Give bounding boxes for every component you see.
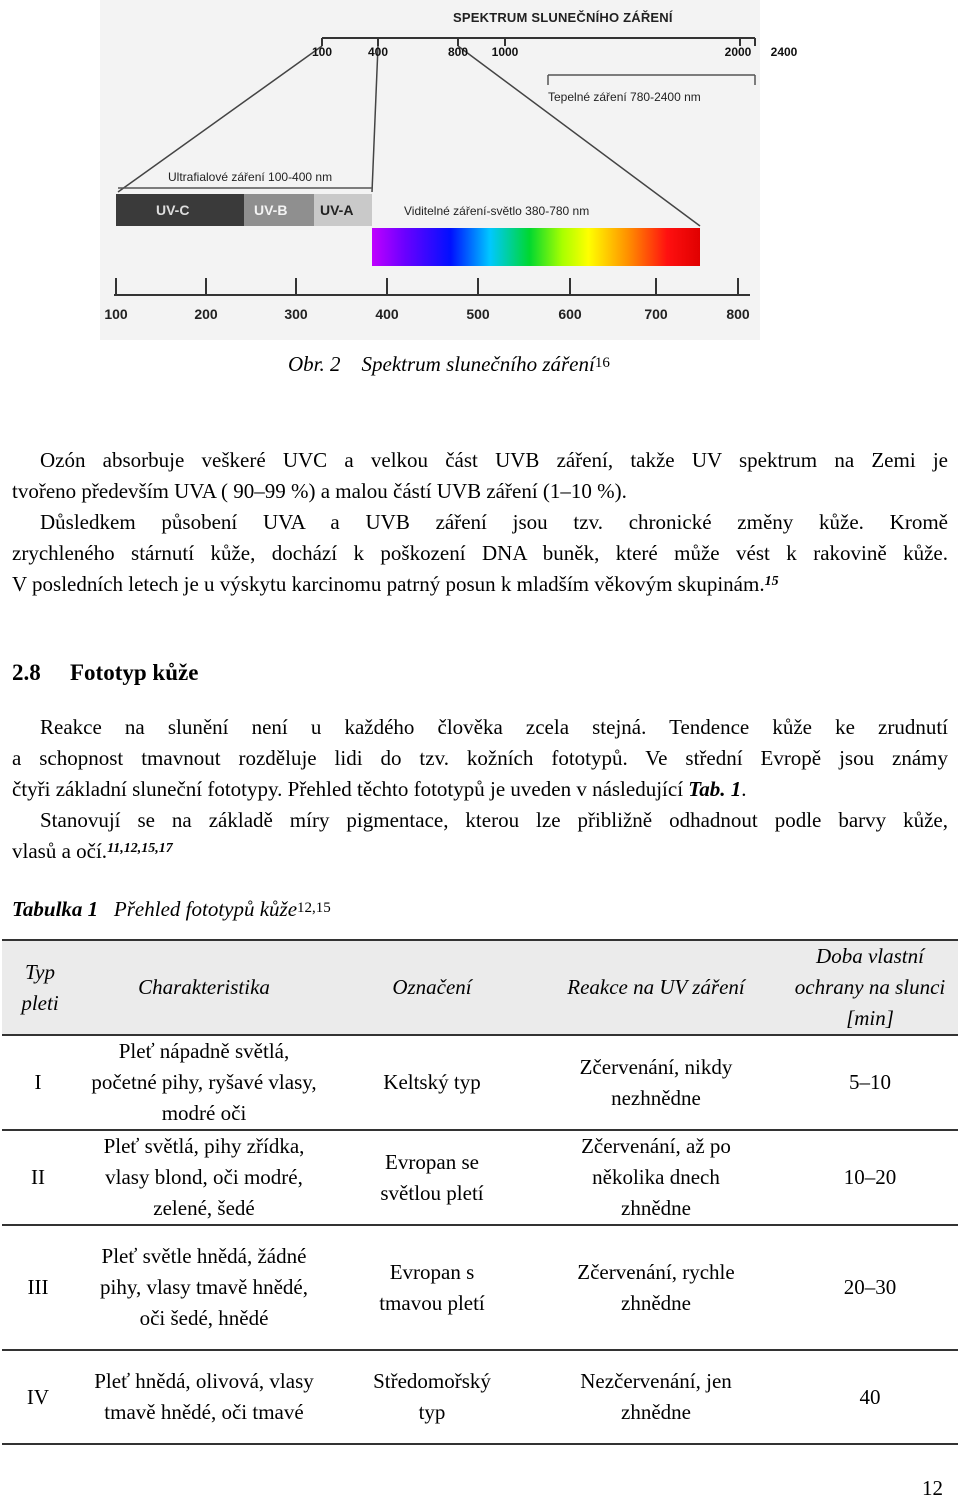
citation-ref: 15: [764, 574, 779, 589]
bottom-tick-label: 400: [375, 306, 399, 322]
table-row: [2, 1130, 958, 1225]
fototyp-table: [2, 939, 958, 1445]
header-designation: Označení: [334, 940, 530, 1035]
visible-spectrum-bar: [372, 228, 700, 266]
uv-radiation-label: Ultrafialové záření 100-400 nm: [168, 170, 333, 184]
visible-light-label: Viditelné záření-světlo 380-780 nm: [404, 204, 590, 218]
bottom-tick-label: 600: [558, 306, 582, 322]
section-title: Fototyp kůže: [70, 660, 199, 685]
table-caption-ref: 12,15: [297, 900, 331, 916]
cell-designation: Keltský typ: [334, 1035, 530, 1130]
paragraph-line: Stanovují se na základě míry pigmentace, kterou lze přibližně odhadnout podle barvy kůže,: [40, 808, 948, 832]
header-uv-reaction: Reakce na UV záření: [530, 940, 782, 1035]
uvc-band: UV-C: [116, 194, 244, 226]
cell-characteristics: Pleť světlá, pihy zřídka, vlasy blond, oči modré, zelené, šedé: [74, 1130, 334, 1225]
paragraph-line: Reakce na slunění není u každého člověka zcela stejná. Tendence kůže ke zrudnutí: [40, 715, 948, 739]
table-row: [2, 1225, 958, 1350]
figure-caption-ref: 16: [594, 355, 610, 371]
cell-characteristics: Pleť nápadně světlá, početné pihy, ryšavé vlasy, modré oči: [74, 1035, 334, 1130]
table-row: [2, 1035, 958, 1130]
header-skin-type: Typ pleti: [2, 940, 74, 1035]
paragraph-line: čtyři základní sluneční fototypy. Přehled těchto fototypů je uveden v následující: [12, 777, 684, 801]
top-tick-label: 400: [367, 45, 389, 59]
bottom-tick-label: 500: [466, 306, 490, 322]
paragraph-line-wrap: [12, 774, 948, 805]
bottom-tick-label: 700: [644, 306, 668, 322]
cell-characteristics: Pleť hnědá, olivová, vlasy tmavě hnědé, oči tmavé: [74, 1350, 334, 1444]
table-reference: Tab. 1: [688, 777, 742, 801]
cell-uv-reaction: Nezčervenání, jen zhnědne: [530, 1350, 782, 1444]
thermal-radiation-label: Tepelné záření 780-2400 nm: [548, 90, 701, 104]
header-characteristics: Charakteristika: [74, 940, 334, 1035]
cell-characteristics: Pleť světle hnědá, žádné pihy, vlasy tmavě hnědé, oči šedé, hnědé: [74, 1225, 334, 1350]
cell-protection-time: 10–20: [782, 1130, 958, 1225]
paragraph-line: V posledních letech je u výskytu karcinomu patrný posun k mladším věkovým skupinám.: [12, 572, 765, 596]
cell-type: II: [2, 1130, 74, 1225]
top-tick-label: 100: [311, 45, 333, 59]
section-heading: [12, 660, 198, 686]
cell-designation: Evropan se světlou pletí: [334, 1130, 530, 1225]
top-tick-label: 2000: [724, 45, 752, 59]
cell-uv-reaction: Zčervenání, nikdy nezhnědne: [530, 1035, 782, 1130]
citation-ref: 11,12,15,17: [107, 841, 173, 856]
cell-type: I: [2, 1035, 74, 1130]
cell-type: III: [2, 1225, 74, 1350]
figure-title: SPEKTRUM SLUNEČNÍHO ZÁŘENÍ: [453, 10, 673, 25]
table-row: [2, 1350, 958, 1444]
table-header-row: [2, 940, 958, 1035]
bottom-tick-label: 200: [194, 306, 218, 322]
cell-protection-time: 40: [782, 1350, 958, 1444]
figure-caption-text: Spektrum slunečního záření: [361, 352, 595, 376]
cell-designation: Evropan s tmavou pletí: [334, 1225, 530, 1350]
top-tick-label: 2400: [770, 45, 798, 59]
cell-protection-time: 5–10: [782, 1035, 958, 1130]
header-protection-time: Doba vlastní ochrany na slunci [min]: [782, 940, 958, 1035]
cell-protection-time: 20–30: [782, 1225, 958, 1350]
paragraph-line: a schopnost tmavnout rozděluje lidi do tzv. kožních fototypů. Ve střední Evropě jsou známy: [12, 746, 948, 770]
cell-designation: Středomořský typ: [334, 1350, 530, 1444]
paragraph-line-wrap: [12, 569, 948, 600]
page-number: 12: [922, 1476, 943, 1500]
uva-band: UV-A: [314, 194, 372, 226]
table-caption-label: Tabulka 1: [12, 897, 99, 921]
spectrum-figure: [100, 0, 798, 340]
paragraph-line: Ozón absorbuje veškeré UVC a velkou část UVB záření, takže UV spektrum na Zemi je: [40, 448, 948, 472]
paragraph-ozone: [12, 445, 948, 600]
top-tick-label: 800: [447, 45, 469, 59]
paragraph-line-wrap: [12, 836, 948, 867]
cell-uv-reaction: Zčervenání, až po několika dnech zhnědne: [530, 1130, 782, 1225]
section-number: 2.8: [12, 660, 41, 685]
bottom-tick-label: 800: [726, 306, 750, 322]
cell-uv-reaction: Zčervenání, rychle zhnědne: [530, 1225, 782, 1350]
figure-caption: [288, 352, 610, 377]
cell-type: IV: [2, 1350, 74, 1444]
paragraph-line: zrychleného stárnutí kůže, dochází k poškození DNA buněk, které může vést k rakovině kůže.: [12, 541, 948, 565]
paragraph-fototyp: [12, 712, 948, 867]
table-caption: [12, 897, 331, 922]
paragraph-line: tvořeno především UVA ( 90–99 %) a malou částí UVB záření (1–10 %).: [12, 479, 627, 503]
uvb-band: UV-B: [244, 194, 314, 226]
top-tick-label: 1000: [491, 45, 519, 59]
table-caption-text: Přehled fototypů kůže: [113, 897, 298, 921]
sentence-end: .: [741, 777, 747, 801]
paragraph-line: Důsledkem působení UVA a UVB záření jsou tzv. chronické změny kůže. Kromě: [40, 510, 948, 534]
bottom-tick-label: 300: [284, 306, 308, 322]
paragraph-line: vlasů a očí.: [12, 839, 108, 863]
figure-caption-label: Obr. 2: [288, 352, 341, 376]
bottom-tick-label: 100: [104, 306, 128, 322]
